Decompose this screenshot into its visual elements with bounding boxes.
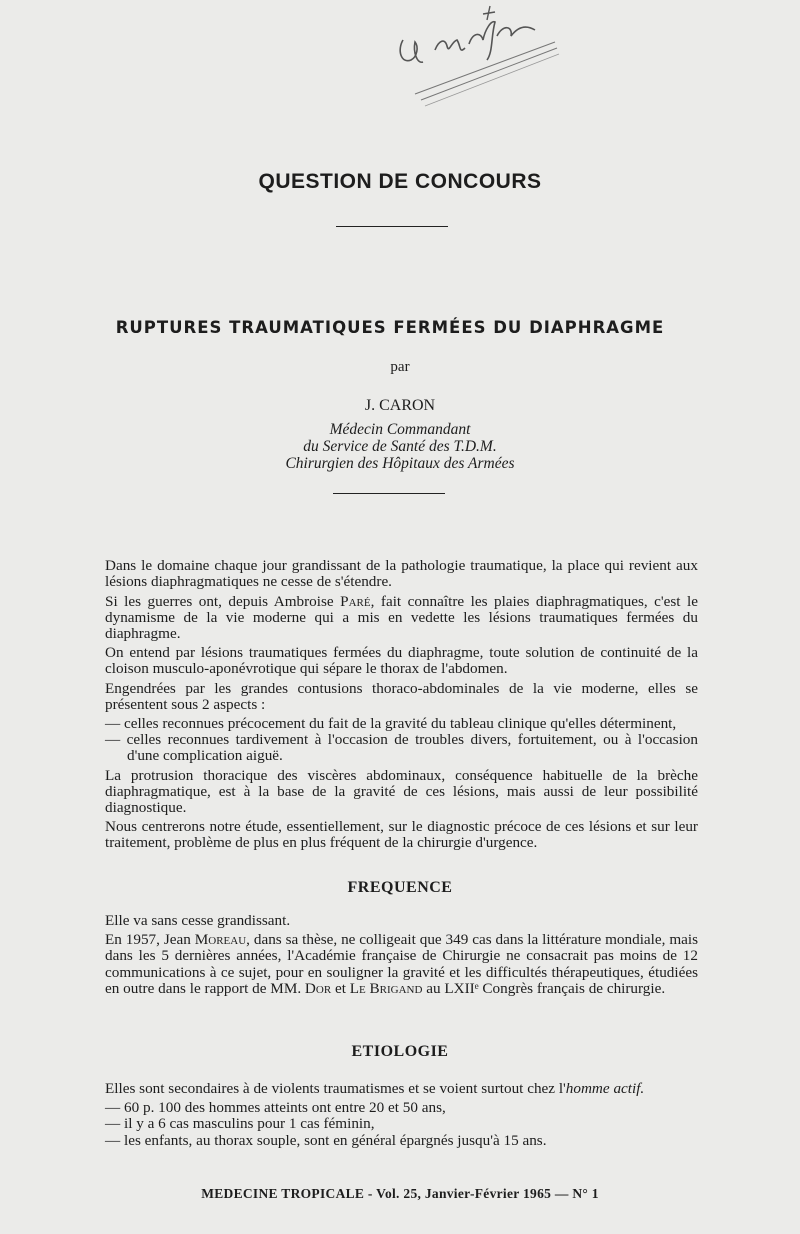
intro-paragraph-2: Si les guerres ont, depuis Ambroise Paré, fait connaître les plaies diaphragmatiques, c'est le dynamisme de la vie moderne qui a mis en vedette les lésions traumatiques fermées du diaphragme. — [105, 592, 698, 643]
author-role-1: Médecin Commandant — [329, 421, 471, 438]
section-heading-etiologie: ETIOLOGIE — [351, 1043, 449, 1060]
aspect-item-2: — celles reconnues tardivement à l'occasion de troubles divers, fortuitement, ou à l'occasion d'une complication aiguë. — [105, 731, 698, 765]
author-name: J. CARON — [364, 397, 436, 414]
frequence-paragraph-2: En 1957, Jean Moreau, dans sa thèse, ne colligeait que 349 cas dans la littérature mondiale, mais dans les 5 dernières années, l'Académie française de Chirurgie ne consacrait pas moins de 12 communications à ce sujet, pour en souligner la gravité et les difficultés thérapeutiques, étudiées en outre dans le rapport de MM. Dor et Le Brigand au LXIIᵉ Congrès français de chirurgie. — [105, 931, 698, 997]
section-heading-frequence: FREQUENCE — [347, 879, 453, 896]
byline-par: par — [390, 359, 410, 375]
etiologie-item-3: — les enfants, au thorax souple, sont en général épargnés jusqu'à 15 ans. — [105, 1131, 547, 1149]
author-role-2: du Service de Santé des T.D.M. — [303, 438, 497, 455]
title-divider — [336, 226, 448, 227]
intro-paragraph-4: Engendrées par les grandes contusions thoraco-abdominales de la vie moderne, elles se présentent sous 2 aspects : — [105, 679, 698, 713]
intro-paragraph-3: On entend par lésions traumatiques fermées du diaphragme, toute solution de continuité de la cloison musculo-aponévrotique qui sépare le thorax de l'abdomen. — [105, 644, 698, 678]
frequence-paragraph-1: Elle va sans cesse grandissant. — [105, 912, 291, 929]
author-divider — [333, 493, 445, 494]
frequence-section — [105, 913, 698, 1000]
intro-paragraph-1: Dans le domaine chaque jour grandissant de la pathologie traumatique, la place qui revient aux lésions diaphragmatiques ne cesse de s'étendre. — [105, 557, 698, 591]
etiologie-item-1: — 60 p. 100 des hommes atteints ont entre 20 et 50 ans, — [105, 1099, 446, 1117]
aspect-item-1: — celles reconnues précocement du fait de la gravité du tableau clinique qu'elles déterminent, — [105, 715, 677, 733]
journal-footer: MEDECINE TROPICALE - Vol. 25, Janvier-Février 1965 — N° 1 — [201, 1186, 599, 1201]
etiologie-paragraph-1: Elles sont secondaires à de violents traumatismes et se voient surtout chez l'homme actif. — [105, 1080, 645, 1097]
etiologie-section — [105, 1081, 698, 1149]
author-role-3: Chirurgien des Hôpitaux des Armées — [285, 455, 515, 472]
handwritten-annotation — [395, 2, 565, 112]
intro-section — [105, 542, 698, 855]
intro-paragraph-6: Nous centrerons notre étude, essentiellement, sur le diagnostic précoce de ces lésions et sur leur traitement, problème de plus en plus fréquent de la chirurgie d'urgence. — [105, 818, 698, 852]
page-title: QUESTION DE CONCOURS — [258, 170, 542, 193]
etiologie-item-2: — il y a 6 cas masculins pour 1 cas féminin, — [105, 1115, 375, 1133]
intro-paragraph-5: La protrusion thoracique des viscères abdominaux, conséquence habituelle de la brèche diaphragmatique, est à la base de la gravité de ces lésions, mais aussi de leur possibilité diagnostique. — [105, 766, 698, 817]
article-title: RUPTURES TRAUMATIQUES FERMÉES DU DIAPHRAGME — [115, 318, 665, 337]
